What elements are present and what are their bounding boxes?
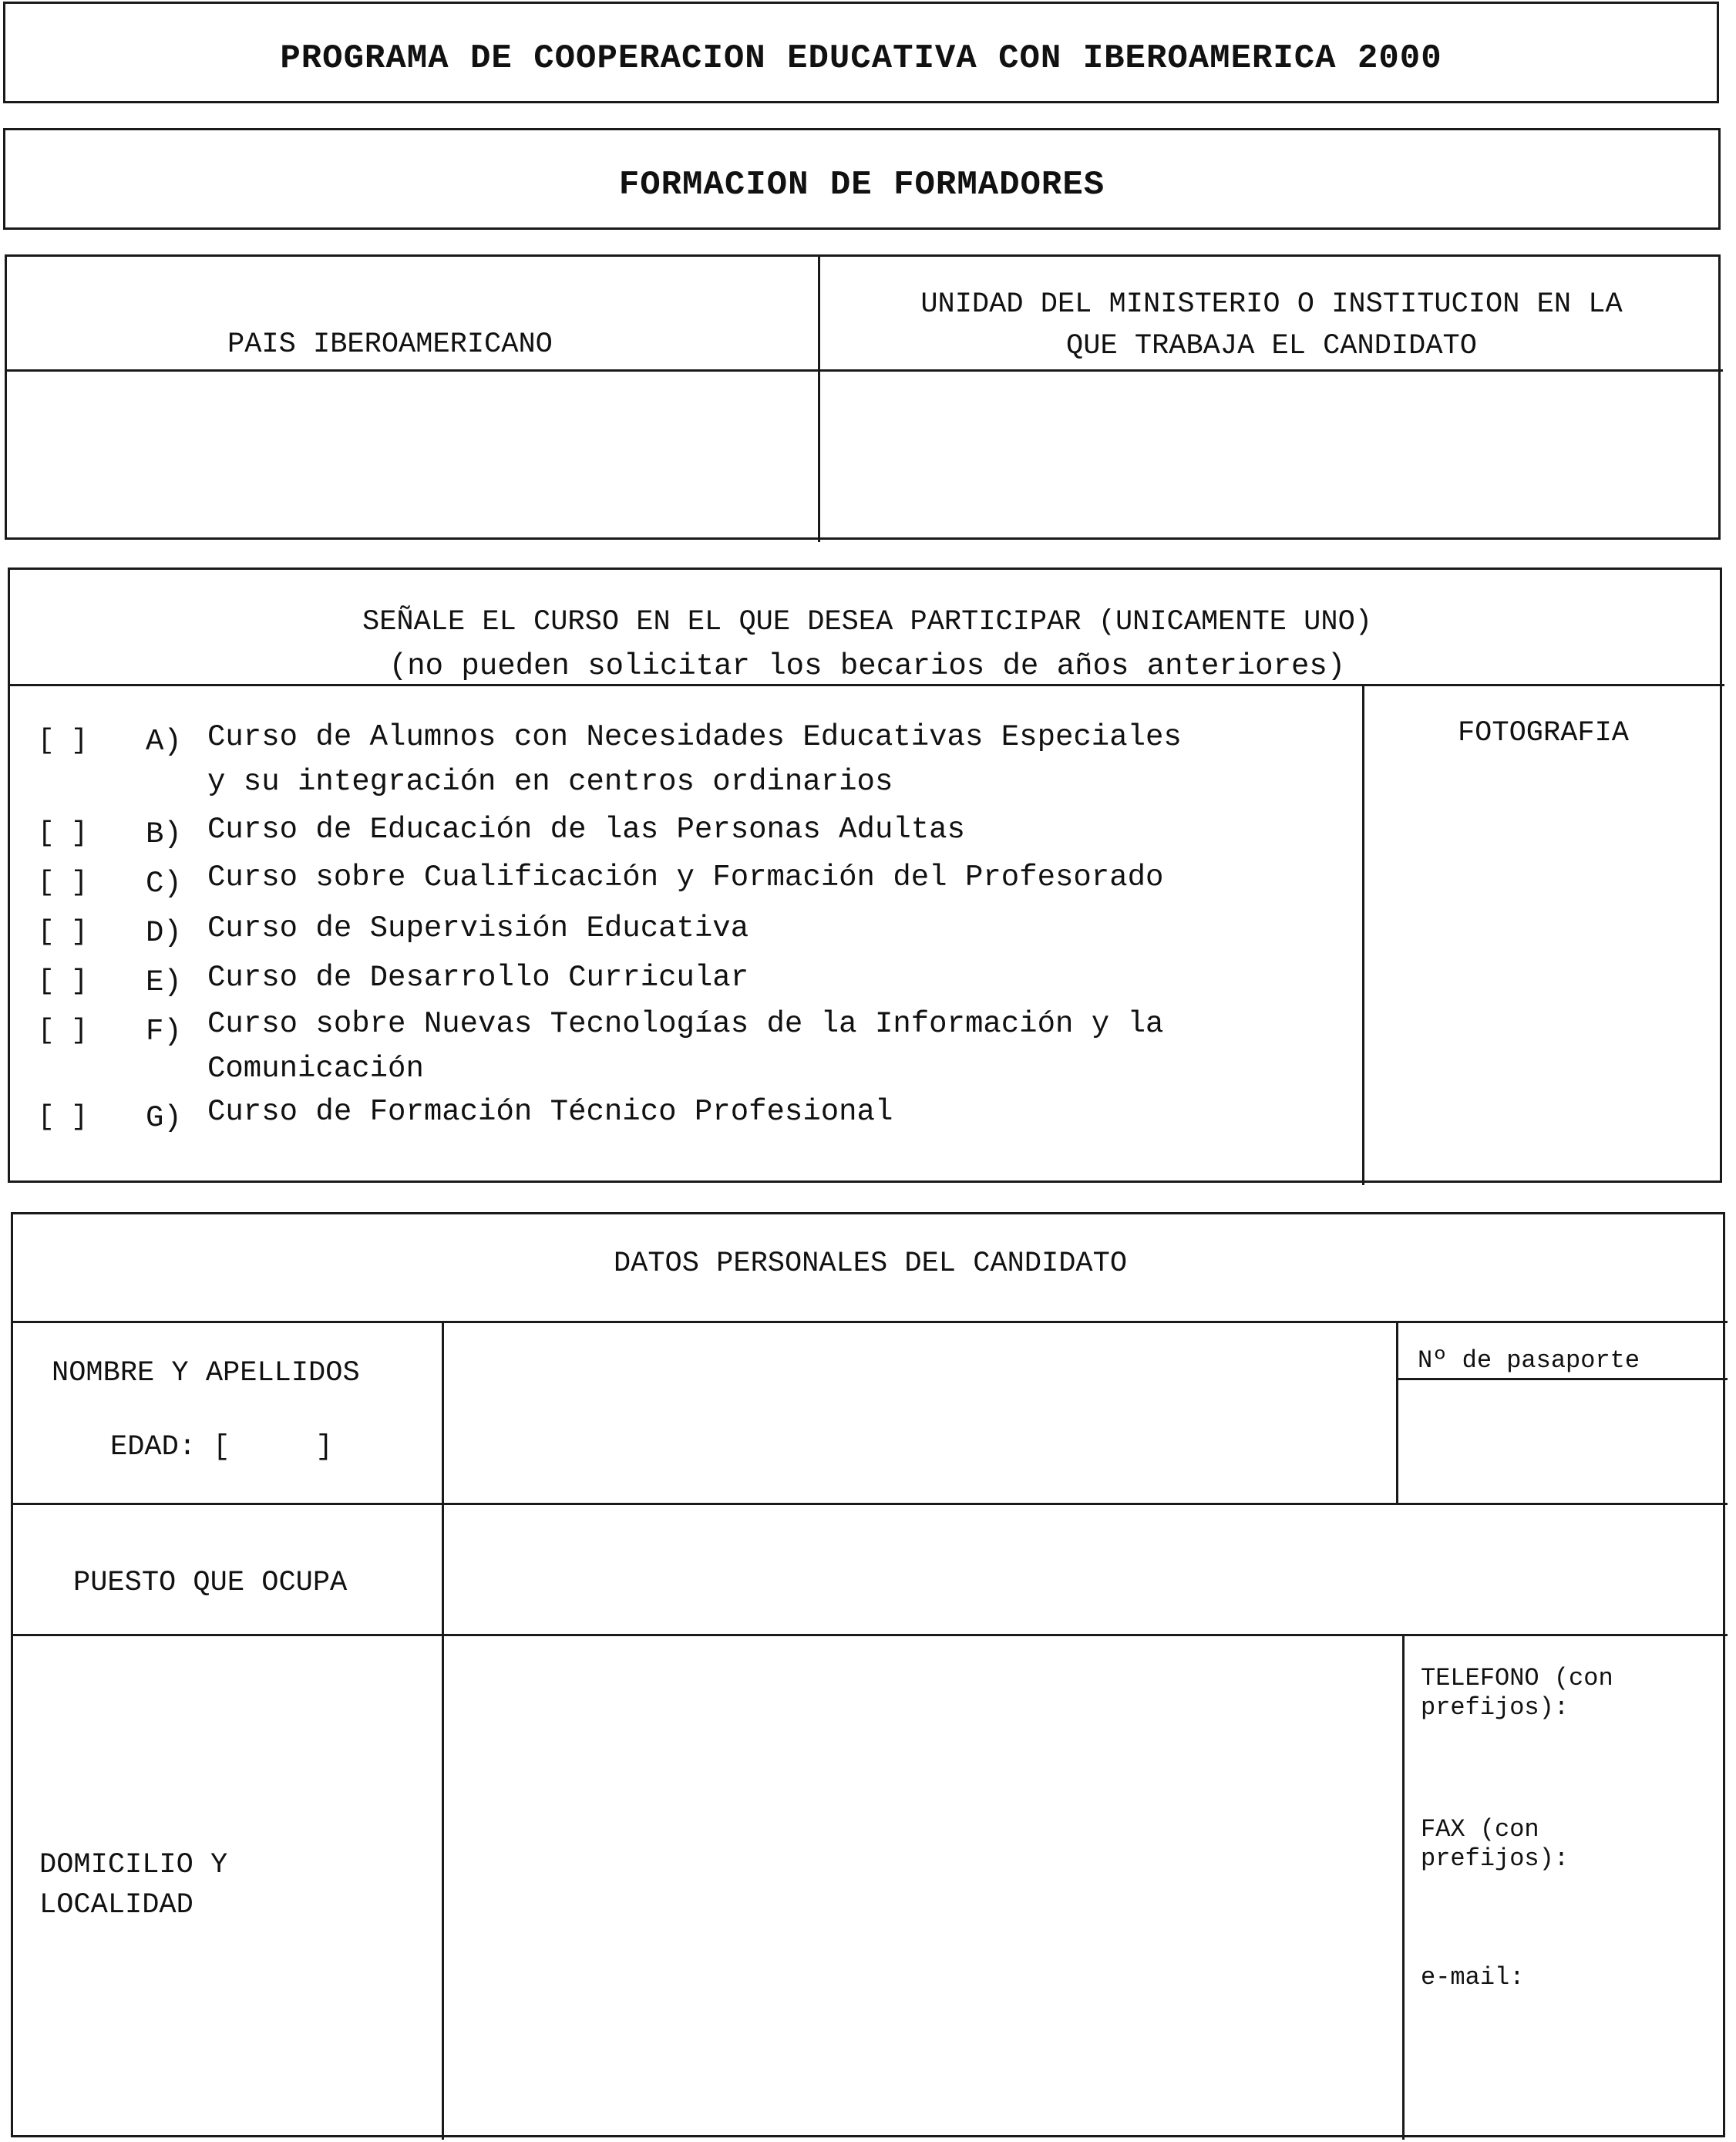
course-label-a: Curso de Alumnos con Necesidades Educativas Especiales xyxy=(207,720,1182,754)
checkbox-b[interactable]: [ ] xyxy=(38,817,88,849)
country-label: PAIS IBEROAMERICANO xyxy=(227,328,553,361)
course-letter-c: C) xyxy=(146,867,182,901)
checkbox-f[interactable]: [ ] xyxy=(38,1015,88,1046)
course-label-f: Curso sobre Nuevas Tecnologías de la Información y la xyxy=(207,1007,1164,1041)
course-letter-f: F) xyxy=(146,1015,182,1049)
fax-label-line2: prefijos): xyxy=(1421,1844,1569,1873)
subtitle-box xyxy=(3,128,1721,230)
phone-label-line2: prefijos): xyxy=(1421,1693,1569,1722)
course-letter-b: B) xyxy=(146,817,182,851)
institution-header-divider xyxy=(7,369,1723,372)
address-label-line2: LOCALIDAD xyxy=(39,1889,193,1921)
course-heading-line1: SEÑALE EL CURSO EN EL QUE DESEA PARTICIPAR (UNICAMENTE UNO) xyxy=(362,606,1372,638)
photo-label: FOTOGRAFIA xyxy=(1457,717,1630,749)
fax-label-line1: FAX (con xyxy=(1421,1815,1539,1844)
passport-label-divider xyxy=(1396,1378,1728,1380)
course-label-b: Curso de Educación de las Personas Adultas xyxy=(207,813,965,847)
course-selection-box xyxy=(8,567,1722,1183)
course-label-e: Curso de Desarrollo Curricular xyxy=(207,961,749,995)
photo-area[interactable] xyxy=(1370,763,1717,1171)
address-field[interactable] xyxy=(449,1642,1396,2132)
unit-label-line1: UNIDAD DEL MINISTERIO O INSTITUCION EN LA xyxy=(920,288,1623,321)
course-heading-line2: (no pueden solicitar los becarios de años anteriores) xyxy=(389,649,1346,683)
course-letter-a: A) xyxy=(146,725,182,759)
position-field[interactable] xyxy=(449,1511,1721,1628)
course-heading-divider xyxy=(10,684,1724,686)
position-row-divider xyxy=(13,1634,1728,1636)
checkbox-e[interactable]: [ ] xyxy=(38,965,88,997)
name-row-divider xyxy=(13,1503,1728,1505)
personal-data-heading: DATOS PERSONALES DEL CANDIDATO xyxy=(613,1248,1128,1280)
checkbox-d[interactable]: [ ] xyxy=(38,916,88,948)
position-label: PUESTO QUE OCUPA xyxy=(73,1567,348,1599)
unit-field[interactable] xyxy=(826,376,1712,530)
country-field[interactable] xyxy=(13,376,812,530)
photo-divider xyxy=(1362,684,1364,1185)
checkbox-a[interactable]: [ ] xyxy=(38,725,88,756)
program-title: PROGRAMA DE COOPERACION EDUCATIVA CON IBEROAMERICA 2000 xyxy=(280,39,1442,78)
email-label: e-mail: xyxy=(1421,1963,1525,1992)
course-label-g: Curso de Formación Técnico Profesional xyxy=(207,1095,893,1129)
course-label-d: Curso de Supervisión Educativa xyxy=(207,911,749,945)
unit-label-line2: QUE TRABAJA EL CANDIDATO xyxy=(1066,330,1477,362)
checkbox-g[interactable]: [ ] xyxy=(38,1101,88,1133)
address-label-line1: DOMICILIO Y xyxy=(39,1849,228,1881)
course-label-c: Curso sobre Cualificación y Formación del Profesorado xyxy=(207,861,1164,894)
course-letter-g: G) xyxy=(146,1101,182,1135)
program-title-box xyxy=(3,2,1719,103)
course-letter-e: E) xyxy=(146,965,182,999)
passport-field[interactable] xyxy=(1404,1386,1721,1498)
name-field[interactable] xyxy=(449,1329,1390,1497)
age-label: EDAD: [ ] xyxy=(110,1431,333,1463)
course-label-a-line2: y su integración en centros ordinarios xyxy=(207,765,893,799)
institution-box xyxy=(5,254,1721,540)
label-column-divider-top xyxy=(442,1321,444,2140)
contact-column-divider xyxy=(1402,1634,1405,2140)
course-letter-d: D) xyxy=(146,916,182,950)
personal-heading-divider xyxy=(13,1321,1728,1323)
personal-data-box xyxy=(11,1212,1725,2137)
passport-label: Nº de pasaporte xyxy=(1418,1346,1640,1375)
phone-label-line1: TELEFONO (con xyxy=(1421,1664,1613,1692)
subtitle: FORMACION DE FORMADORES xyxy=(618,166,1105,204)
name-label: NOMBRE Y APELLIDOS xyxy=(52,1357,360,1389)
course-label-f-line2: Comunicación xyxy=(207,1052,424,1086)
passport-column-divider xyxy=(1396,1321,1398,1503)
checkbox-c[interactable]: [ ] xyxy=(38,867,88,898)
